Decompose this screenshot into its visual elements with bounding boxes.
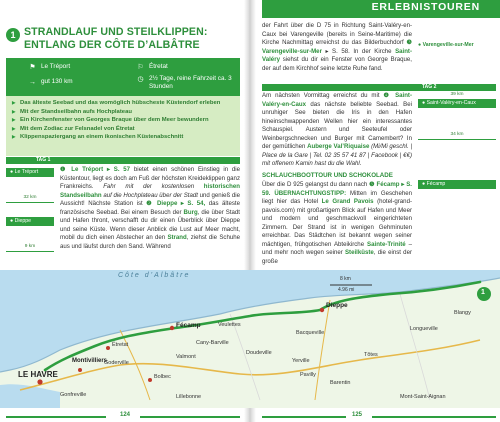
distance-34km: 34 km — [418, 132, 496, 140]
day2-paragraph-a — [262, 92, 412, 169]
route-map-svg — [0, 270, 500, 408]
stop-link-le-treport-text: Le Tréport — [71, 166, 104, 173]
highlight-castle: Burg — [183, 208, 198, 216]
map-town-cany-barville: Cany-Barville — [196, 340, 229, 346]
stop-saint-valery: ● Saint-Valéry-en-Caux — [418, 99, 496, 108]
page-ref: ▸ S. 58. — [325, 47, 350, 55]
map-town-bolbec: Bolbec — [154, 374, 171, 380]
day1-header: TAG 1 — [6, 157, 240, 164]
highlight-beach: Strand — [167, 234, 187, 241]
highlight-item: ▶ Klippenspaziergang an einem ikonischen Küstenabschnitt — [12, 133, 234, 142]
town-dot-etretat — [106, 346, 110, 350]
day1-paragraph — [60, 166, 240, 251]
text-run: (Mi/Mi geschl. | Place de la Gare | Tel. 02 35 57 41 87 | Facebook | €€) mit offenem Kamin hast du die Wahl. — [262, 143, 412, 167]
stop-fecamp: ● Fécamp — [418, 180, 496, 189]
stop-saint-valery-label: Saint-Valéry-en-Caux — [426, 100, 476, 106]
stop-le-treport-label: Le Tréport — [14, 169, 39, 175]
highlight-item: ▶ Das älteste Seebad und das womöglich hübscheste Küstendorf erleben — [12, 99, 234, 108]
highlight-funicular: historischen Standseilbahn — [60, 183, 241, 199]
subheading-boat-chocolate: SCHLAUCHBOOTTOUR UND SCHOKOLADE — [262, 172, 393, 179]
footer-rule-left-2 — [140, 416, 240, 418]
distance-32km: 32 km — [6, 195, 54, 203]
stop-link-saint-valery-text: Saint-Valéry-en-Caux — [262, 92, 412, 108]
route-arrow-icon: → — [29, 78, 36, 86]
text-run: In der Kirche — [349, 47, 396, 55]
info-duration — [136, 75, 240, 91]
highlight-church: Saint-Valéry — [262, 47, 412, 63]
town-dot-dieppe — [320, 308, 324, 312]
map-route-number: 1 — [481, 289, 485, 296]
page-number-right: 125 — [352, 412, 363, 418]
map-town-doudeville: Doudeville — [246, 350, 272, 356]
stop-link-dieppe[interactable]: ❷ Dieppe ▸ S. 54, — [146, 200, 206, 207]
day2-header: TAG 2 — [262, 84, 496, 91]
highlight-item: ▶ Mit dem Zodiac zur Felsnadel von Étretat — [12, 125, 234, 134]
text-run: auf die Hochplateau über der Stadt — [101, 191, 198, 199]
day1-sidebar — [6, 166, 54, 252]
route-map — [0, 270, 500, 408]
section-title-line1: STRANDLAUF UND STEILKLIPPEN: — [24, 26, 208, 38]
map-town-le-havre: LE HAVRE — [18, 370, 58, 379]
info-end-label: Étretat — [149, 63, 168, 70]
info-duration-label: 2½ Tage, reine Fahrzeit ca. 3 Stunden — [149, 75, 232, 90]
text-run: (hotel-grand-pavois.com) mit großartigem Blick auf Hafen und Meer und modern und geschmackvoll eingerichteten Zimmern. Der Strand ist in wenigen Gehminuten erreichbar. Das Städtchen ist bekannt wegen seiner mächtigen, frühgotischen Abteikirche — [262, 198, 412, 248]
info-distance — [28, 78, 138, 87]
stop-fecamp-label: Fécamp — [426, 181, 446, 187]
stop-varengeville-label: Varengeville-sur-Mer — [422, 42, 474, 48]
town-dot-le-havre — [37, 379, 42, 384]
map-town-yerville: Yerville — [292, 358, 310, 364]
map-scale-mi: 4.96 mi — [338, 287, 355, 293]
intro-paragraph — [262, 22, 412, 73]
highlight-cliffs: Steilküste — [344, 249, 374, 256]
stop-dieppe-label: Dieppe — [14, 218, 32, 224]
minor-road — [400, 294, 430, 400]
text-run: , ziehst die Schuhe aus und läufst durch den Sand. Während — [60, 234, 240, 250]
text-run: das nächste beliebte Seebad. Bei unruhiger See bieten die Iris in den Hafen hineinschwappenden Wellen hier ein interessantes Schauspiel. Austern und Seeteufel oder Weinbergschnecken und Burger mit Camembert? In der gemütlichen — [262, 100, 412, 150]
stop-link-fecamp[interactable]: ❺ Fécamp — [369, 181, 400, 188]
highlight-abbey: Sainte-Trinité — [367, 240, 406, 248]
map-town-goderville: Goderville — [104, 360, 129, 366]
text-run: , die einst der große — [262, 249, 412, 265]
page-number-left: 124 — [120, 412, 131, 418]
town-dot-fecamp — [170, 326, 174, 330]
section-number-badge: 1 — [6, 28, 20, 42]
map-town-mont-saint-aignan: Mont-Saint-Aignan — [400, 394, 446, 400]
stop-link-varengeville-text: Varengeville-sur-Mer — [262, 47, 322, 55]
stop-link-fecamp-text: Fécamp — [376, 181, 400, 188]
highlight-item: ▶ Ein Kirchenfenster von Georges Braque über dem Meer bewundern — [12, 116, 234, 125]
highlight-hotel: Le Grand Pavois — [321, 198, 374, 205]
text-run: Fahr mit der kostenlosen — [103, 183, 204, 190]
text-run: bietet einen schönen Einstieg in die Küstentour, liegt es doch am Fuß der höchsten Kreideklippen ganz Frankreichs. — [60, 166, 241, 190]
map-town-dieppe: Dieppe — [326, 302, 348, 309]
day2-paragraph-b — [262, 181, 412, 266]
map-town-gonfreville: Gonfreville — [60, 392, 87, 398]
right-header-band — [262, 0, 500, 18]
start-flag-icon: ⚑ — [29, 63, 36, 71]
text-run: und genieß die Aussicht! Nächste Station ist — [60, 191, 241, 207]
text-run: Mitten im Geschehen liegt hier das Hotel — [262, 189, 412, 205]
town-dot-bolbec — [148, 378, 152, 382]
map-town-totes: Tôtes — [364, 352, 378, 358]
text-run: – und mehr noch wegen seiner — [262, 240, 412, 256]
info-start — [28, 63, 138, 72]
section-title — [6, 26, 242, 52]
highlight-item: ▶ Mit der Standseilbahn aufs Hochplateau — [12, 108, 234, 117]
highlights-list — [6, 96, 240, 156]
footer-rule-right — [262, 416, 346, 418]
info-start-label: Le Tréport — [41, 63, 71, 70]
sea-area — [0, 270, 500, 372]
text-run: Über die D 925 gelangst du dann nach — [262, 181, 370, 188]
map-scale-km: 8 km — [340, 276, 351, 282]
map-town-veulettes: Veulettes — [218, 322, 241, 328]
map-town-lillebonne: Lillebonne — [176, 394, 202, 400]
map-town-longueville: Longueville — [410, 326, 438, 332]
tour-info-box — [6, 58, 240, 96]
section-title-line2: ENTLANG DER CÔTE D’ALBÂTRE — [24, 39, 200, 51]
text-run: siehst du dir ein Fenster von George Braque, der auf dem Kirchhof seine letzte Ruhe fand. — [262, 56, 412, 72]
distance-9km: 9 km — [6, 244, 54, 252]
map-town-blangy: Blangy — [454, 310, 471, 316]
map-town-fecamp: Fécamp — [176, 322, 201, 329]
map-town-bacqueville: Bacqueville — [296, 330, 325, 336]
stop-link-le-treport[interactable]: ❶ Le Tréport ▸ S. 57 — [60, 166, 131, 173]
footer-rule-left — [6, 416, 106, 418]
map-town-valmont: Valmont — [176, 354, 196, 360]
clock-icon: ◷ — [137, 75, 144, 83]
info-distance-label: gut 130 km — [41, 78, 73, 85]
stop-dieppe: ● Dieppe — [6, 217, 54, 226]
stop-le-treport: ● Le Tréport — [6, 168, 54, 177]
map-town-montivilliers: Montivilliers — [72, 358, 108, 364]
text-run: das älteste französische Seebad. Bei einem Besuch der — [60, 200, 240, 216]
map-town-pavilly: Pavilly — [300, 372, 316, 378]
finish-flag-icon: ⚐ — [137, 63, 144, 71]
stop-link-dieppe-text: Dieppe — [157, 200, 178, 207]
right-header-title: ERLEBNISTOUREN — [371, 1, 480, 13]
secondary-road — [315, 300, 330, 400]
text-run: der Fahrt über die D 75 in Richtung Saint-Valéry-en-Caux bei Varengeville (bereits in Seine-Maritime) die Kirche Nachmittag erreichst du das Bilderbuchdorf — [262, 22, 412, 46]
distance-39km: 39 km — [450, 92, 464, 97]
map-town-etretat: Étretat — [112, 342, 129, 348]
map-coast-label: Côte d’Albâtre — [118, 272, 191, 279]
town-dot-montivilliers — [78, 368, 82, 372]
text-run: , die über Stadt und Hafen thront, verschafft du dir einen Überblick über Dieppe und seine Küste. Wenn dieser Anblick die Lust auf Meer macht, mobil du dich einen Abstecher an den — [60, 208, 240, 241]
text-run: Am nächsten Vormittag erreichst du mit — [262, 92, 384, 99]
stop-varengeville: ● Varengeville-sur-Mer — [418, 42, 474, 48]
footer-rule-right-2 — [372, 416, 496, 418]
info-end — [136, 63, 236, 72]
page-ref: ▸ S. 57 — [106, 166, 131, 173]
page-ref: ▸ S. 54, — [180, 200, 206, 207]
stop-link-varengeville[interactable]: ❸ Varengeville-sur-Mer — [262, 39, 412, 55]
day2-sidebar — [418, 92, 496, 189]
day2-sidebar-top — [418, 42, 496, 49]
map-town-barentin: Barentin — [330, 380, 351, 386]
overnight-tip-label: ▸ S. 59. ÜBERNACHTUNGSTIPP: — [262, 181, 412, 197]
stop-link-saint-valery[interactable]: ❹ Saint-Valéry-en-Caux — [262, 92, 412, 108]
highlight-auberge: Auberge Val’Riquaise — [307, 143, 370, 150]
